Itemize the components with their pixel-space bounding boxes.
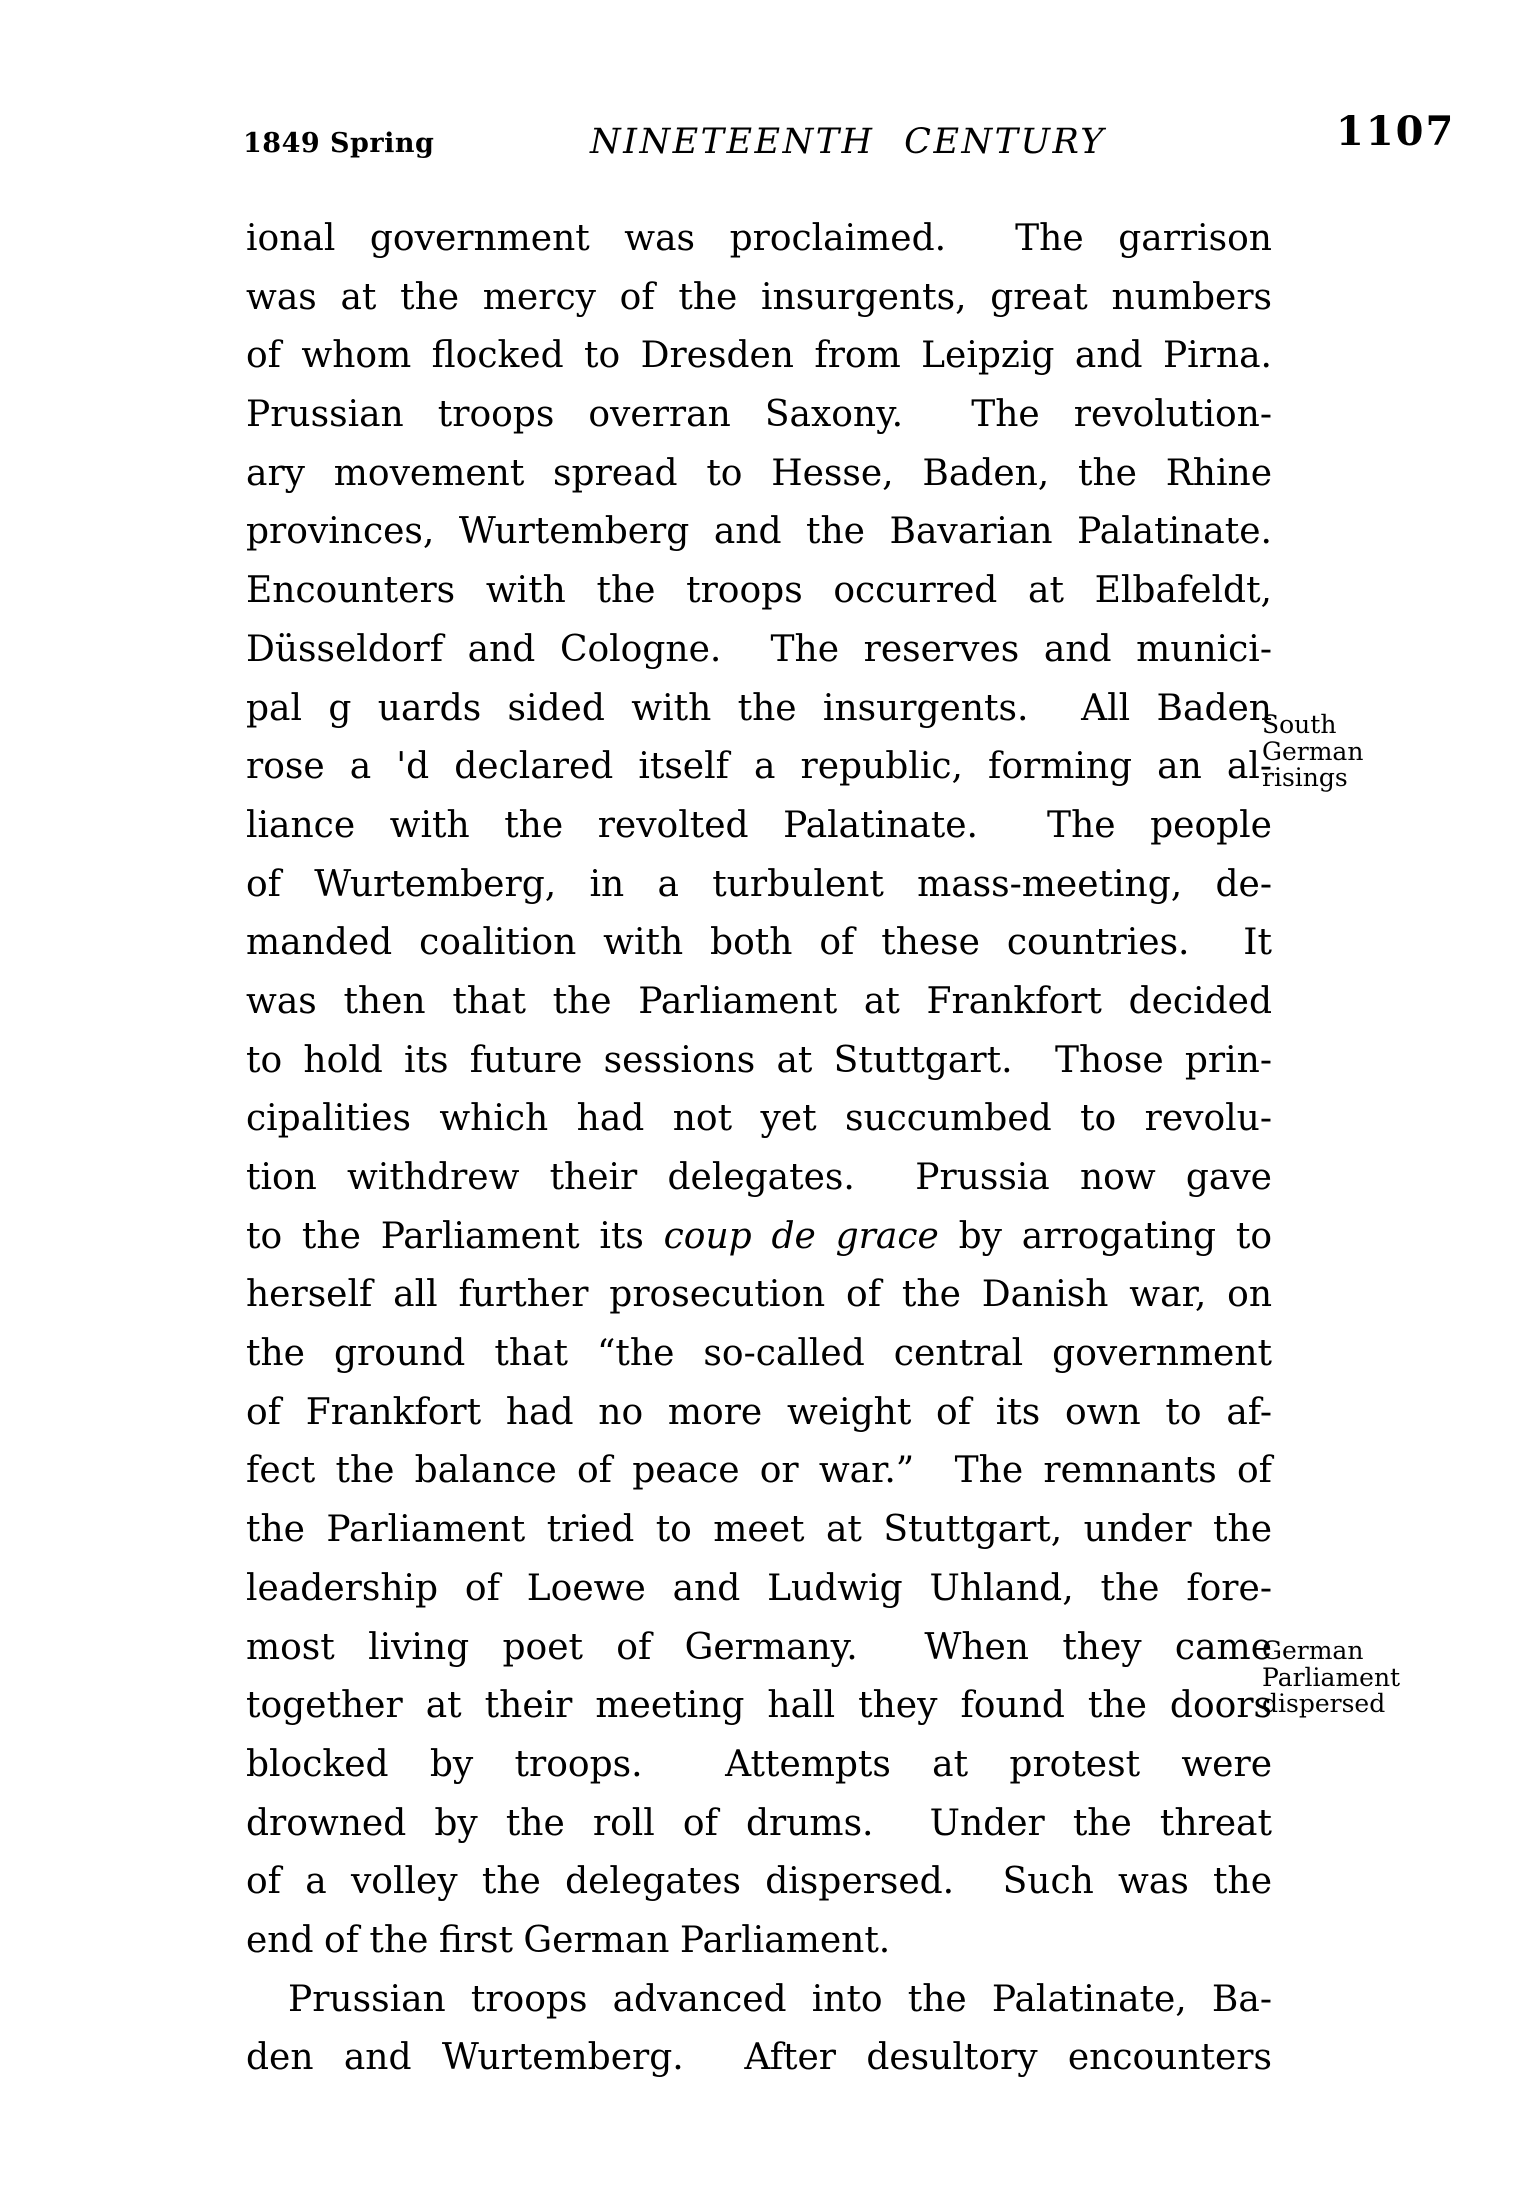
- text-segment: den and Wurtemberg. After desultory encounters: [246, 2037, 1272, 2079]
- text-line: [246, 1619, 1272, 1678]
- text-line: [246, 327, 1272, 386]
- text-line: [246, 1384, 1272, 1443]
- body-text: [246, 210, 1272, 2088]
- text-line: [246, 445, 1272, 504]
- text-line: [246, 1501, 1272, 1560]
- text-segment: ary movement spread to Hesse, Baden, the Rhine: [246, 452, 1272, 494]
- header-running-title: NINETEENTH CENTURY: [590, 122, 1106, 162]
- text-segment: of Wurtemberg, in a turbulent mass-meeting, de-: [246, 863, 1272, 905]
- text-segment: tion withdrew their delegates. Prussia now gave: [246, 1157, 1272, 1198]
- text-segment: fect the balance of peace or war.” The remnants of: [246, 1450, 1272, 1492]
- text-line: [246, 797, 1272, 856]
- margin-note-line: German: [1262, 1636, 1364, 1665]
- text-segment: the ground that “the so-called central government: [246, 1333, 1272, 1375]
- text-line: [246, 1208, 1272, 1267]
- text-segment: herself all further prosecution of the Danish war, on: [246, 1274, 1272, 1316]
- text-line: [246, 621, 1272, 680]
- text-line: [246, 503, 1272, 562]
- text-line: [246, 269, 1272, 328]
- margin-note-line: dispersed: [1262, 1689, 1386, 1718]
- italic-phrase: coup de grace: [663, 1215, 939, 1257]
- text-line: [246, 856, 1272, 915]
- text-segment: cipalities which had not yet succumbed to revolu-: [246, 1098, 1272, 1140]
- text-segment: together at their meeting hall they found the doors: [246, 1685, 1272, 1727]
- text-line: [246, 1325, 1272, 1384]
- text-line: [246, 210, 1272, 269]
- text-segment: the Parliament tried to meet at Stuttgart, under the: [246, 1509, 1272, 1551]
- text-segment: Prussian troops overran Saxony. The revolution-: [246, 394, 1272, 436]
- text-segment: to hold its future sessions at Stuttgart. Those prin-: [246, 1039, 1272, 1081]
- text-segment: blocked by troops. Attempts at protest were: [246, 1743, 1272, 1785]
- text-segment: manded coalition with both of these countries. It: [246, 922, 1272, 964]
- text-line: [246, 1736, 1272, 1795]
- text-line: [246, 1560, 1272, 1619]
- text-line: [246, 1971, 1272, 2030]
- text-line: [246, 973, 1272, 1032]
- text-line: [246, 738, 1272, 797]
- text-segment: end of the first German Parliament.: [246, 1919, 891, 1961]
- text-segment: by arrogating to: [938, 1215, 1272, 1257]
- margin-note-line: risings: [1262, 763, 1348, 792]
- text-line: [246, 680, 1272, 739]
- text-segment: provinces, Wurtemberg and the Bavarian Palatinate.: [246, 511, 1272, 553]
- margin-note-line: Parliament: [1262, 1662, 1401, 1692]
- text-segment: Encounters with the troops occurred at Elbafeldt,: [246, 570, 1272, 612]
- text-line: [246, 1912, 1272, 1971]
- margin-note-south-german-risings: [1262, 712, 1472, 792]
- text-segment: leadership of Loewe and Ludwig Uhland, the fore-: [246, 1567, 1272, 1609]
- margin-note-line: South: [1262, 710, 1337, 739]
- text-line: [246, 386, 1272, 445]
- text-segment: rose a 'd declared itself a republic, forming an al-: [246, 746, 1272, 788]
- text-segment: of whom flocked to Dresden from Leipzig and Pirna.: [246, 335, 1272, 377]
- text-segment: pal g uards sided with the insurgents. All Baden: [246, 687, 1272, 729]
- margin-note-german-parliament-dispersed: [1262, 1638, 1472, 1718]
- text-segment: Düsseldorf and Cologne. The reserves and munici-: [246, 628, 1272, 670]
- text-line: [246, 562, 1272, 621]
- text-line: [246, 1032, 1272, 1091]
- text-line: [246, 1149, 1272, 1208]
- text-segment: liance with the revolted Palatinate. The people: [246, 804, 1272, 846]
- text-segment: most living poet of Germany. When they came: [246, 1626, 1272, 1668]
- text-segment: was at the mercy of the insurgents, great numbers: [246, 276, 1272, 318]
- text-line: [246, 1853, 1272, 1912]
- text-segment: ional government was proclaimed. The garrison: [246, 218, 1272, 259]
- text-line: [246, 1677, 1272, 1736]
- text-segment: was then that the Parliament at Frankfort decided: [246, 980, 1272, 1022]
- text-line: [246, 2029, 1272, 2088]
- text-line: [246, 914, 1272, 973]
- text-line: [246, 1090, 1272, 1149]
- text-segment: Prussian troops advanced into the Palatinate, Ba-: [288, 1978, 1272, 2020]
- text-segment: drowned by the roll of drums. Under the threat: [246, 1802, 1272, 1844]
- header-date-label: 1849 Spring: [243, 128, 435, 159]
- text-line: [246, 1795, 1272, 1854]
- text-segment: of a volley the delegates dispersed. Such was the: [246, 1861, 1272, 1903]
- text-line: [246, 1266, 1272, 1325]
- page-number: 1107: [1336, 108, 1456, 155]
- margin-note-line: German: [1262, 736, 1364, 766]
- text-segment: of Frankfort had no more weight of its own to af-: [246, 1391, 1272, 1433]
- text-segment: to the Parliament its: [246, 1215, 664, 1257]
- text-line: [246, 1442, 1272, 1501]
